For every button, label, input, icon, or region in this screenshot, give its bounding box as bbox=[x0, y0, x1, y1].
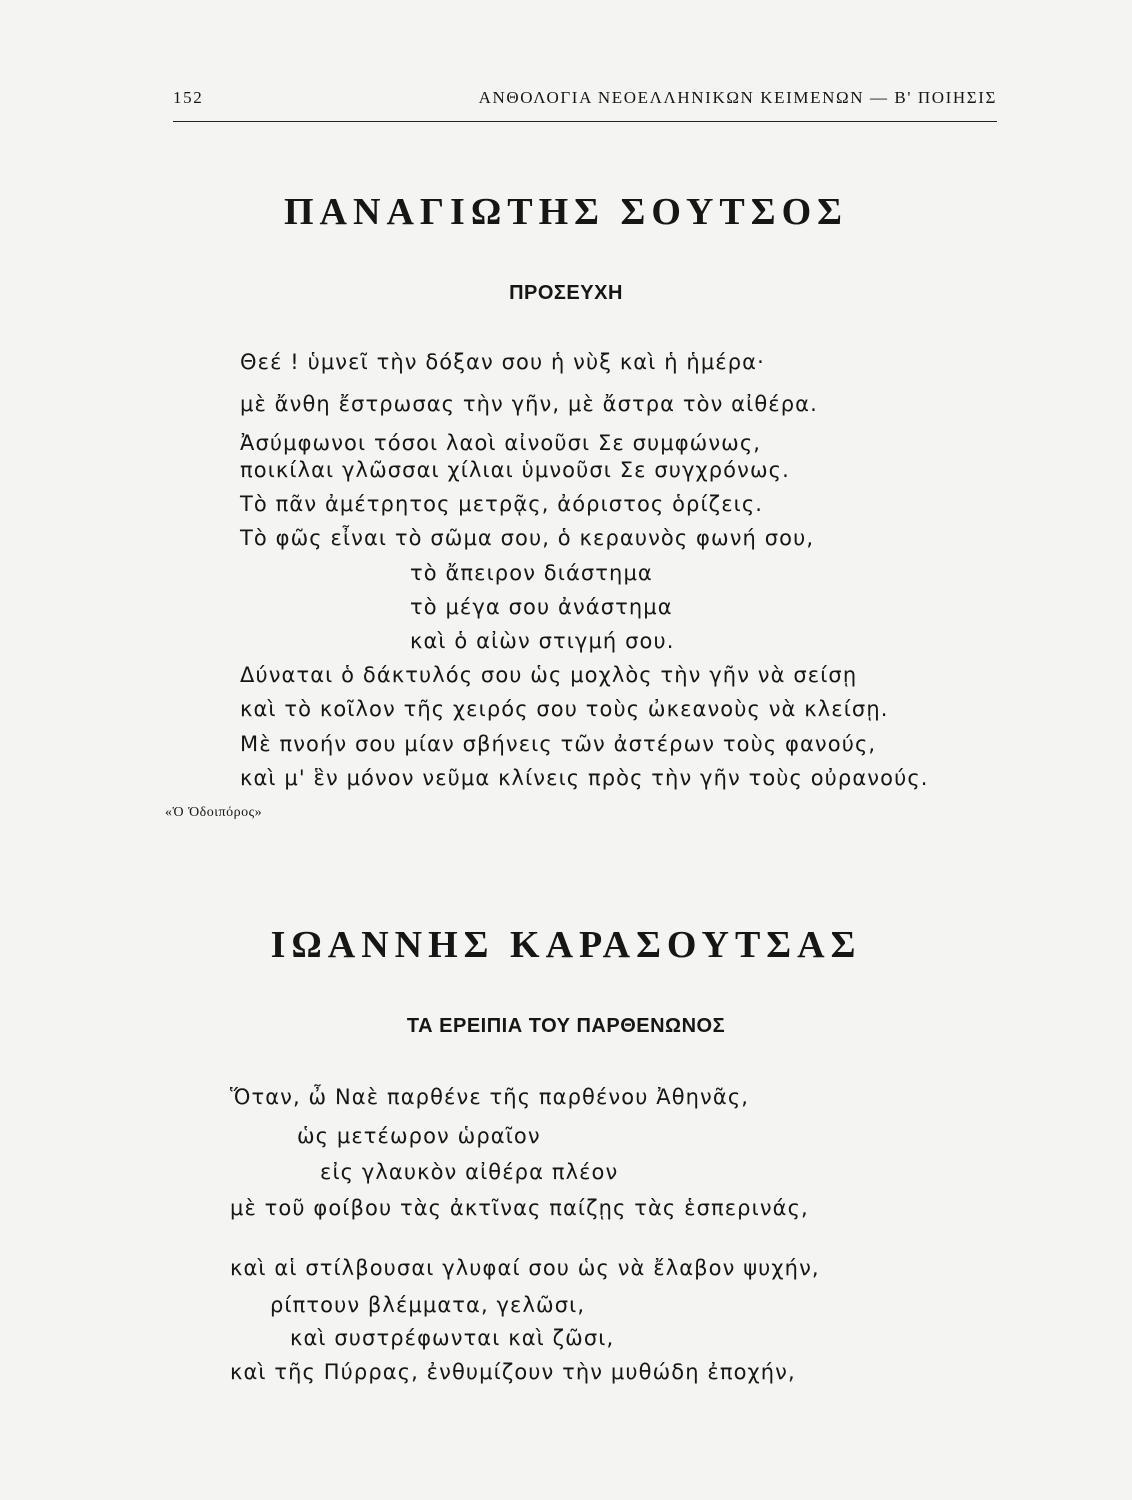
page-number: 152 bbox=[173, 88, 204, 107]
poem-title: ΠΡΟΣΕΥΧΗ bbox=[509, 282, 623, 304]
poem-line: καὶ αἱ στίλβουσαι γλυφαί σου ὡς νὰ ἔλαβον ψυχήν, bbox=[230, 1256, 820, 1280]
poem-line: καὶ μ' ἓν μόνον νεῦμα κλίνεις πρὸς τὴν γῆν τοὺς οὐρανούς. bbox=[240, 766, 929, 790]
poem-line: Μὲ πνοήν σου μίαν σβήνεις τῶν ἀστέρων τοὺς φανούς, bbox=[240, 732, 877, 756]
poem-line: μὲ τοῦ φοίβου τὰς ἀκτῖνας παίζῃς τὰς ἑσπερινάς, bbox=[230, 1196, 809, 1220]
poem-line: Τὸ πᾶν ἀμέτρητος μετρᾷς, ἀόριστος ὁρίζεις. bbox=[240, 492, 764, 516]
poem-line: ποικίλαι γλῶσσαι χίλιαι ὑμνοῦσι Σε συγχρόνως. bbox=[240, 458, 790, 482]
poem-line: Θεέ ! ὑμνεῖ τὴν δόξαν σου ἡ νὺξ καὶ ἡ ἡμέρα· bbox=[240, 350, 765, 374]
running-title: ΑΝΘΟΛΟΓΙΑ ΝΕΟΕΛΛΗΝΙΚΩΝ ΚΕΙΜΕΝΩΝ — Β' ΠΟΙΗΣΙΣ bbox=[478, 88, 997, 107]
poem-line: ὡς μετέωρον ὡραῖον bbox=[297, 1124, 541, 1148]
poem-line: μὲ ἄνθη ἔστρωσας τὴν γῆν, μὲ ἄστρα τὸν αἰθέρα. bbox=[240, 392, 818, 416]
poem-line: καὶ τῆς Πύρρας, ἐνθυμίζουν τὴν μυθώδη ἐποχήν, bbox=[230, 1360, 796, 1384]
source-citation: «Ὁ Ὁδοιπόρος» bbox=[165, 805, 263, 820]
author-name: ΠΑΝΑΓΙΩΤΗΣ ΣΟΥΤΣΟΣ bbox=[284, 191, 848, 233]
poem-line: καὶ τὸ κοῖλον τῆς χειρός σου τοὺς ὠκεανοὺς νὰ κλείσῃ. bbox=[240, 697, 889, 721]
poem-title: ΤΑ ΕΡΕΙΠΙΑ ΤΟΥ ΠΑΡΘΕΝΩΝΟΣ bbox=[406, 1015, 726, 1037]
poem-line: Δύναται ὁ δάκτυλός σου ὡς μοχλὸς τὴν γῆν νὰ σείσῃ bbox=[240, 663, 858, 687]
author-name: ΙΩΑΝΝΗΣ ΚΑΡΑΣΟΥΤΣΑΣ bbox=[270, 924, 862, 966]
poem-line: ρίπτουν βλέμματα, γελῶσι, bbox=[270, 1293, 586, 1317]
poem-line: Ὅταν, ὦ Ναὲ παρθένε τῆς παρθένου Ἀθηνᾶς, bbox=[230, 1085, 750, 1109]
header-rule bbox=[173, 121, 997, 122]
poem-line: τὸ ἄπειρον διάστημα bbox=[410, 561, 653, 585]
poem-line: εἰς γλαυκὸν αἰθέρα πλέον bbox=[320, 1160, 619, 1184]
poem-line: τὸ μέγα σου ἀνάστημα bbox=[410, 595, 673, 619]
poem-line: Ἀσύμφωνοι τόσοι λαοὶ αἰνοῦσι Σε συμφώνως, bbox=[240, 431, 762, 455]
poem-line: καὶ ὁ αἰὼν στιγμή σου. bbox=[410, 629, 675, 653]
poem-line: Τὸ φῶς εἶναι τὸ σῶμα σου, ὁ κεραυνὸς φωνή σου, bbox=[240, 526, 815, 550]
page-header bbox=[173, 88, 997, 114]
poem-line: καὶ συστρέφωνται καὶ ζῶσι, bbox=[290, 1326, 615, 1350]
